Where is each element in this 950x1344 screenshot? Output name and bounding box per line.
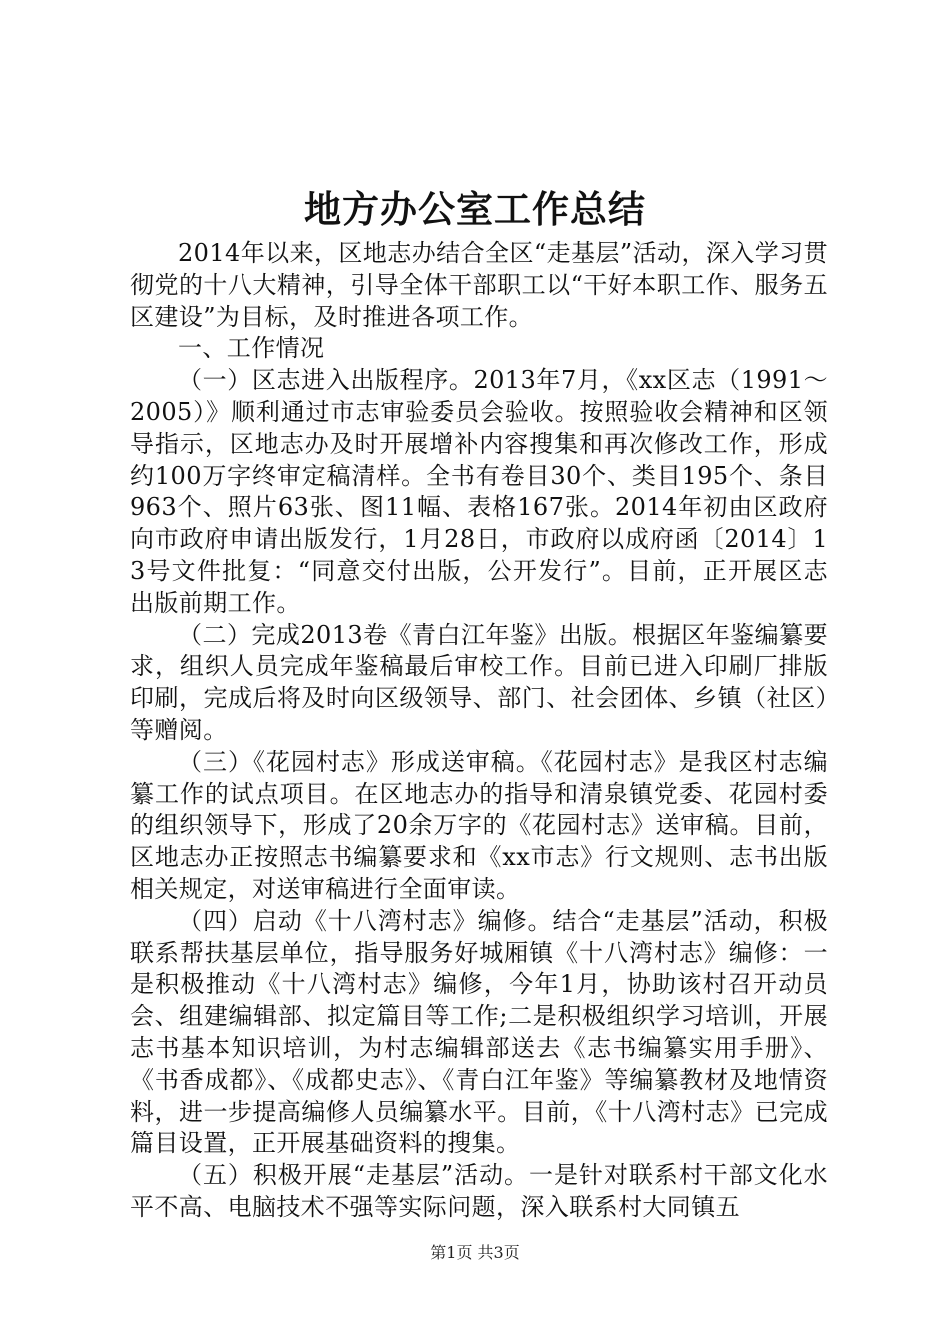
document-body: [130, 238, 828, 1224]
paragraph-intro: 2014年以来，区地志办结合全区“走基层”活动，深入学习贯彻党的十八大精神，引导全体干部职工以“干好本职工作、服务五区建设”为目标，及时推进各项工作。: [130, 239, 828, 331]
paragraph-item-1: （一）区志进入出版程序。2013年7月，《xx区志（1991～2005）》顺利通过市志审验委员会验收。按照验收会精神和区领导指示，区地志办及时开展增补内容搜集和再次修改工作，形成约100万字终审定稿清样。全书有卷目30个、类目195个、条目963个、照片63张、图11幅、表格167张。2014年初由区政府向市政府申请出版发行，1月28日，市政府以成府函〔2014〕13号文件批复：“同意交付出版，公开发行”。目前，正开展区志出版前期工作。: [130, 366, 828, 617]
paragraph-item-5: （五）积极开展“走基层”活动。一是针对联系村干部文化水平不高、电脑技术不强等实际问题，深入联系村大同镇五: [130, 1161, 828, 1221]
paragraph-item-2: （二）完成2013卷《青白江年鉴》出版。根据区年鉴编纂要求，组织人员完成年鉴稿最后审校工作。目前已进入印刷厂排版印刷，完成后将及时向区级领导、部门、社会团体、乡镇（社区）等赠阅。: [130, 620, 828, 744]
paragraph-item-3: （三）《花园村志》形成送审稿。《花园村志》是我区村志编纂工作的试点项目。在区地志办的指导和清泉镇党委、花园村委的组织领导下，形成了20余万字的《花园村志》送审稿。目前，区地志办正按照志书编纂要求和《xx市志》行文规则、志书出版相关规定，对送审稿进行全面审读。: [130, 747, 828, 903]
paragraph-item-4: （四）启动《十八湾村志》编修。结合“走基层”活动，积极联系帮扶基层单位，指导服务好城厢镇《十八湾村志》编修：一是积极推动《十八湾村志》编修，今年1月，协助该村召开动员会、组建编辑部、拟定篇目等工作;二是积极组织学习培训，开展志书基本知识培训，为村志编辑部送去《志书编纂实用手册》、《书香成都》、《成都史志》、《青白江年鉴》等编纂教材及地情资料，进一步提高编修人员编纂水平。目前，《十八湾村志》已完成篇目设置，正开展基础资料的搜集。: [130, 906, 828, 1158]
section-heading-work-status: 一、工作情况: [178, 334, 325, 363]
page-footer: 第1页 共3页: [430, 1243, 520, 1262]
document-title: 地方办公室工作总结: [304, 187, 646, 231]
